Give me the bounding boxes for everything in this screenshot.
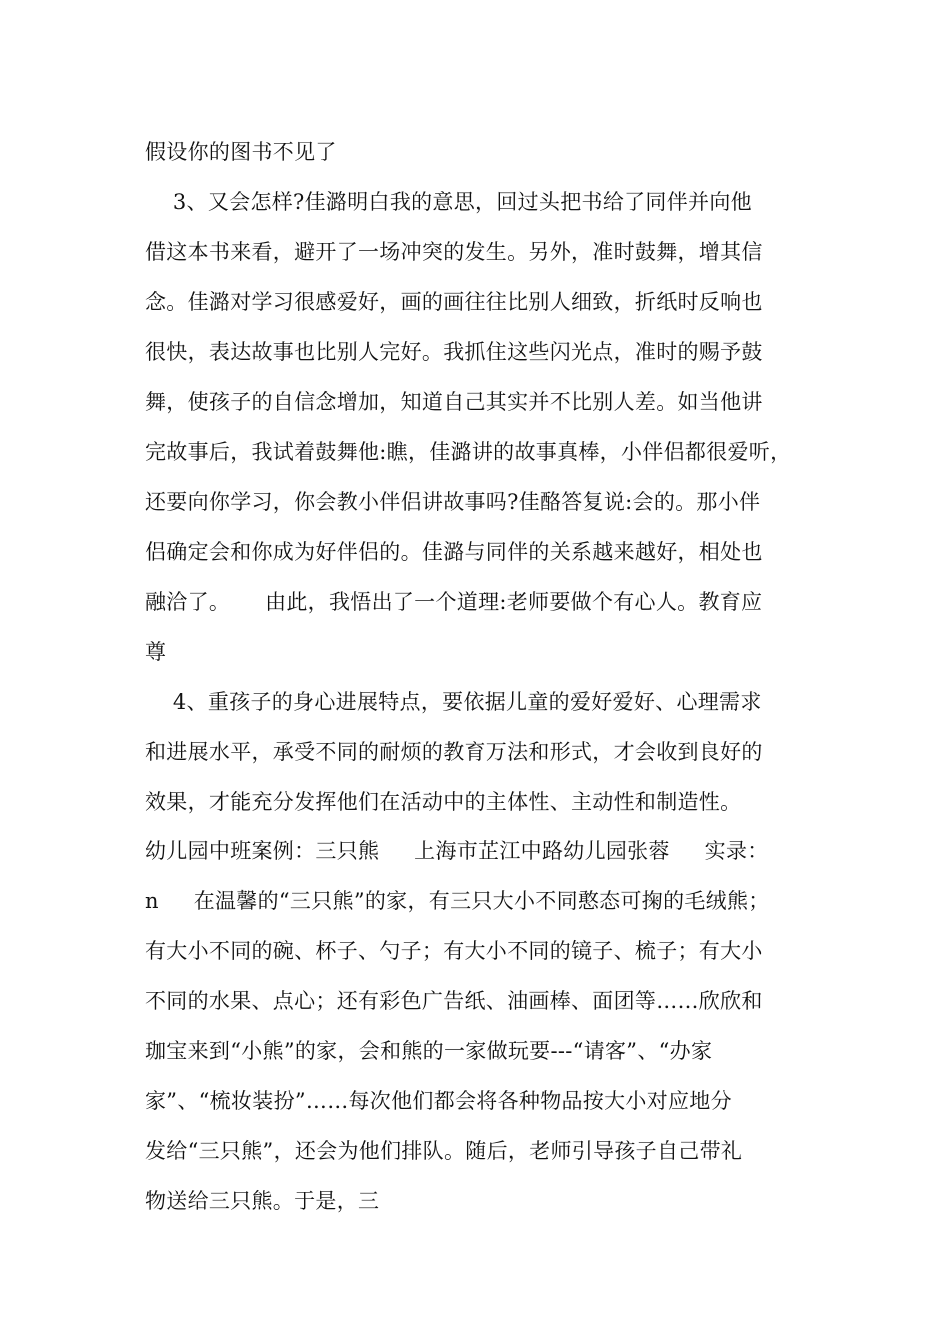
text-line: 尊	[145, 640, 167, 664]
text-line: 物送给三只熊。于是，三	[145, 1189, 380, 1213]
text-line: 念。佳潞对学习很感爱好，画的画往往比别人细致，折纸时反响也	[145, 290, 763, 314]
text-line: 发给“三只熊”，还会为他们排队。随后，老师引导孩子自己带礼	[145, 1139, 743, 1163]
text-line: 还要向你学习，你会教小伴侣讲故事吗?佳酪答复说:会的。那小伴	[145, 490, 761, 514]
text-line: 珈宝来到“小熊”的家，会和熊的一家做玩要---“请客”、“办家	[145, 1039, 713, 1063]
text-line: 假设你的图书不见了	[145, 140, 337, 164]
text-line: 很快，表达故事也比别人完好。我抓住这些闪光点，准时的赐予鼓	[145, 340, 763, 364]
text-line: 家”、“梳妆装扮”……每次他们都会将各种物品按大小对应地分	[145, 1089, 732, 1113]
text-line: 融洽了。 由此，我悟出了一个道理:老师要做个有心人。教育应	[145, 590, 763, 614]
text-line: 效果，才能充分发挥他们在活动中的主体性、主动性和制造性。	[145, 790, 742, 814]
text-line: n 在温馨的“三只熊”的家，有三只大小不同憨态可掬的毛绒熊；	[145, 889, 770, 913]
text-line: 舞，使孩子的自信念增加，知道自己其实并不比别人差。如当他讲	[145, 390, 763, 414]
text-line: 3、又会怎样?佳潞明白我的意思，回过头把书给了同伴并向他	[145, 190, 752, 214]
text-line: 有大小不同的碗、杯子、勺子；有大小不同的镜子、梳子；有大小	[145, 939, 763, 963]
text-line: 借这本书来看，避开了一场冲突的发生。另外，准时鼓舞，增其信	[145, 240, 763, 264]
text-line: 和进展水平，承受不同的耐烦的教育万法和形式，才会收到良好的	[145, 740, 763, 764]
text-line: 幼儿园中班案例：三只熊 上海市芷江中路幼儿园张蓉 实录：	[145, 839, 769, 863]
text-line: 4、重孩子的身心进展特点，要依据儿童的爱好爱好、心理需求	[145, 690, 762, 714]
text-line: 不同的水果、点心；还有彩色广告纸、油画棒、面团等……欣欣和	[145, 989, 763, 1013]
text-line: 侣确定会和你成为好伴侣的。佳潞与同伴的关系越来越好，相处也	[145, 540, 763, 564]
text-line: 完故事后，我试着鼓舞他:瞧，佳潞讲的故事真棒，小伴侣都很爱听，	[145, 440, 792, 464]
